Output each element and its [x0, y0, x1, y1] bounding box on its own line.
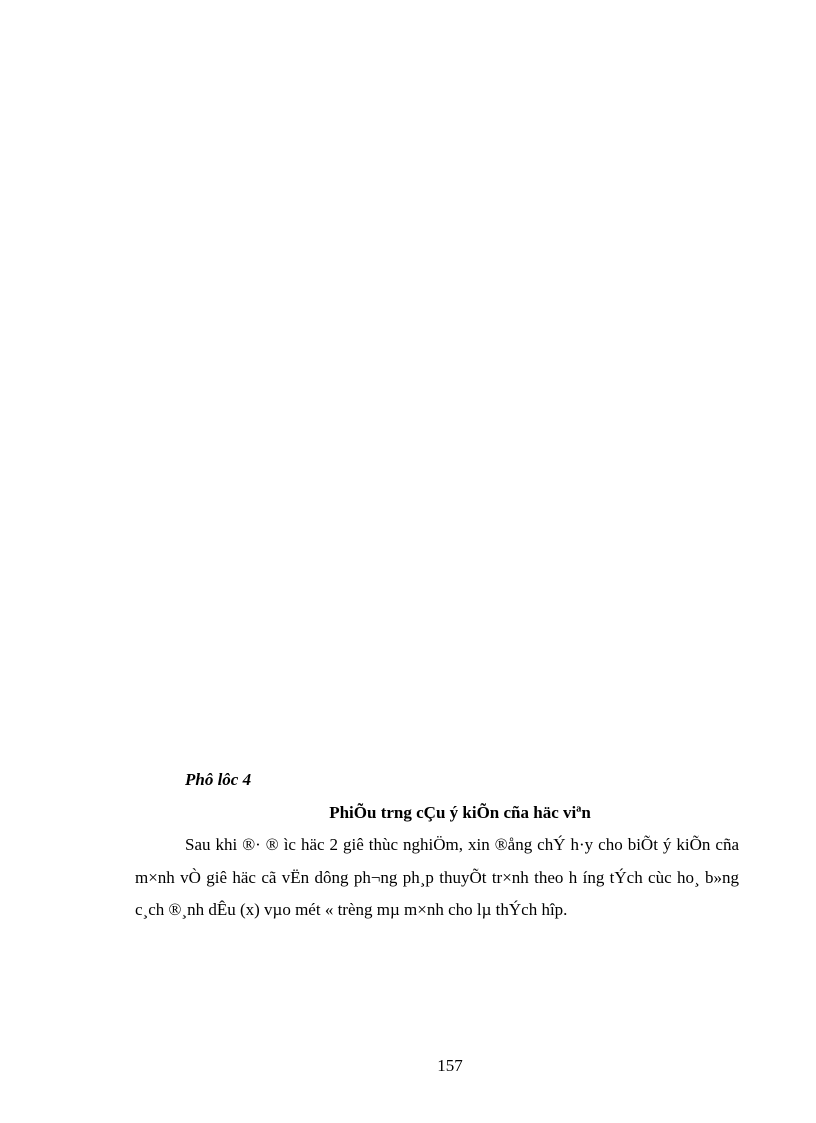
- section-title: PhiÕu trng cÇu ý kiÕn cña häc viªn: [329, 803, 591, 822]
- appendix-label: Phô lôc 4: [185, 770, 252, 789]
- body-paragraph: Sau khi ®· ® ìc häc 2 giê thùc nghiÖm, xin ®ång chÝ h·y cho biÕt ý kiÕn cña m×nh vÒ giê häc cã vËn dông ph¬ng ph¸p thuyÕt tr×nh theo h íng tÝch cùc ho¸ b»ng c¸ch ®¸nh dÊu (x) vµo mét « trèng mµ m×nh cho lµ thÝch hîp.: [135, 835, 739, 919]
- page-number: 157: [437, 1056, 463, 1075]
